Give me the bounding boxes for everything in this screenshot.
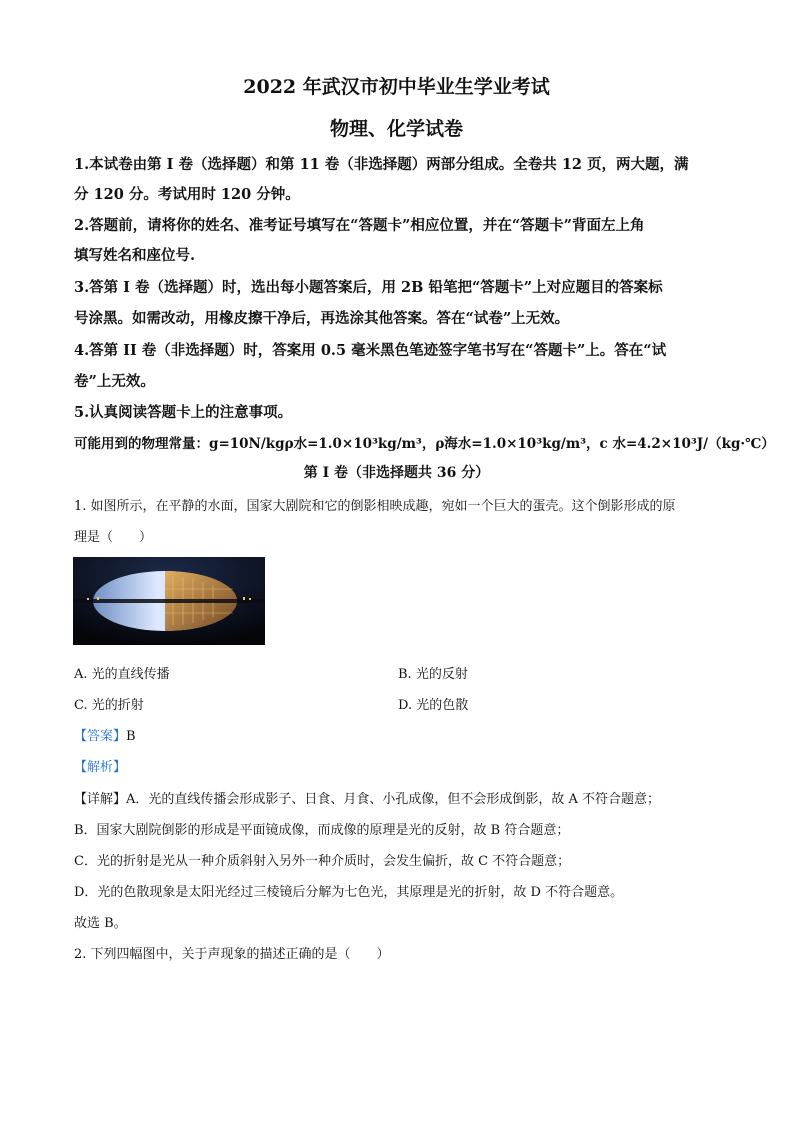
instruction-line: 卷”上无效。: [74, 373, 155, 390]
constant-rho-water: ρ水=1.0×10³kg/m³: [284, 436, 422, 452]
exam-title: 2022 年武汉市初中毕业生学业考试: [243, 76, 550, 98]
detail-line: [74, 788, 660, 807]
analysis-tag: 【解析】: [74, 760, 127, 775]
instruction-line: 5.认真阅读答题卡上的注意事项。: [74, 404, 293, 421]
detail-line: C．光的折射是光从一种介质斜射入另外一种介质时，会发生偏折，故 C 不符合题意；: [74, 854, 571, 869]
question-2-stem: 2. 下列四幅图中，关于声现象的描述正确的是（ ）: [74, 947, 390, 962]
answer-line: [74, 725, 136, 744]
answer-tag: 【答案】: [74, 729, 127, 744]
physics-constants: 可能用到的物理常量：g=10N/kgρ水=1.0×10³kg/m³，ρ海水=1.0×10³kg/m³，c 水=4.2×10³J/（kg·℃）: [74, 436, 775, 452]
constant-rho-sea: ρ海水=1.0×10³kg/m³: [435, 436, 587, 452]
instruction-line: 2.答题前，请将你的姓名、准考证号填写在“答题卡”相应位置，并在“答题卡”背面左上角: [74, 217, 645, 234]
instruction-line: 3.答第 I 卷（选择题）时，选出每小题答案后，用 2B 铅笔把“答题卡”上对应题目的答案标: [74, 279, 663, 296]
section-title: 第 I 卷（非选择题共 36 分）: [303, 465, 490, 481]
option-a: A. 光的直线传播: [74, 667, 170, 682]
constants-prefix: 可能用到的物理常量：: [74, 436, 209, 452]
instruction-line: 填写姓名和座位号.: [74, 247, 196, 264]
question-1-stem-cont: 理是（ ）: [74, 530, 153, 545]
instruction-line: 1.本试卷由第 I 卷（选择题）和第 11 卷（非选择题）两部分组成。全卷共 12 页，两大题，满: [74, 156, 689, 173]
answer-value: B: [126, 729, 136, 744]
question-1-stem: 1. 如图所示，在平静的水面，国家大剧院和它的倒影相映成趣，宛如一个巨大的蛋壳。这个倒影形成的原: [74, 499, 676, 514]
option-b: B. 光的反射: [398, 667, 468, 682]
detail-tag: 【详解】: [74, 792, 127, 807]
grand-theatre-photo: [73, 557, 265, 645]
instruction-line: 4.答第 II 卷（非选择题）时，答案用 0.5 毫米黑色笔迹签字笔书写在“答题卡”上。答在“试: [74, 342, 667, 359]
instruction-line: 号涂黑。如需改动，用橡皮擦干净后，再选涂其他答案。答在“试卷”上无效。: [74, 310, 570, 327]
detail-line: B．国家大剧院倒影的形成是平面镜成像，而成像的原理是光的反射，故 B 符合题意；: [74, 823, 570, 838]
exam-subtitle: 物理、化学试卷: [329, 118, 463, 140]
option-c: C. 光的折射: [74, 698, 144, 713]
constant-c-water: c 水=4.2×10³J/（kg·℃）: [599, 436, 775, 452]
grand-theatre-illustration: [73, 557, 265, 645]
detail-text: A．光的直线传播会形成影子、日食、月食、小孔成像，但不会形成倒影，故 A 不符合题意；: [126, 792, 661, 807]
option-d: D. 光的色散: [398, 698, 469, 713]
constant-g: g=10N/kg: [209, 436, 285, 452]
instruction-line: 分 120 分。考试用时 120 分钟。: [74, 186, 300, 203]
detail-line: D．光的色散现象是太阳光经过三棱镜后分解为七色光，其原理是光的折射，故 D 不符合题意。: [74, 885, 624, 900]
conclusion-line: 故选 B。: [74, 916, 127, 931]
